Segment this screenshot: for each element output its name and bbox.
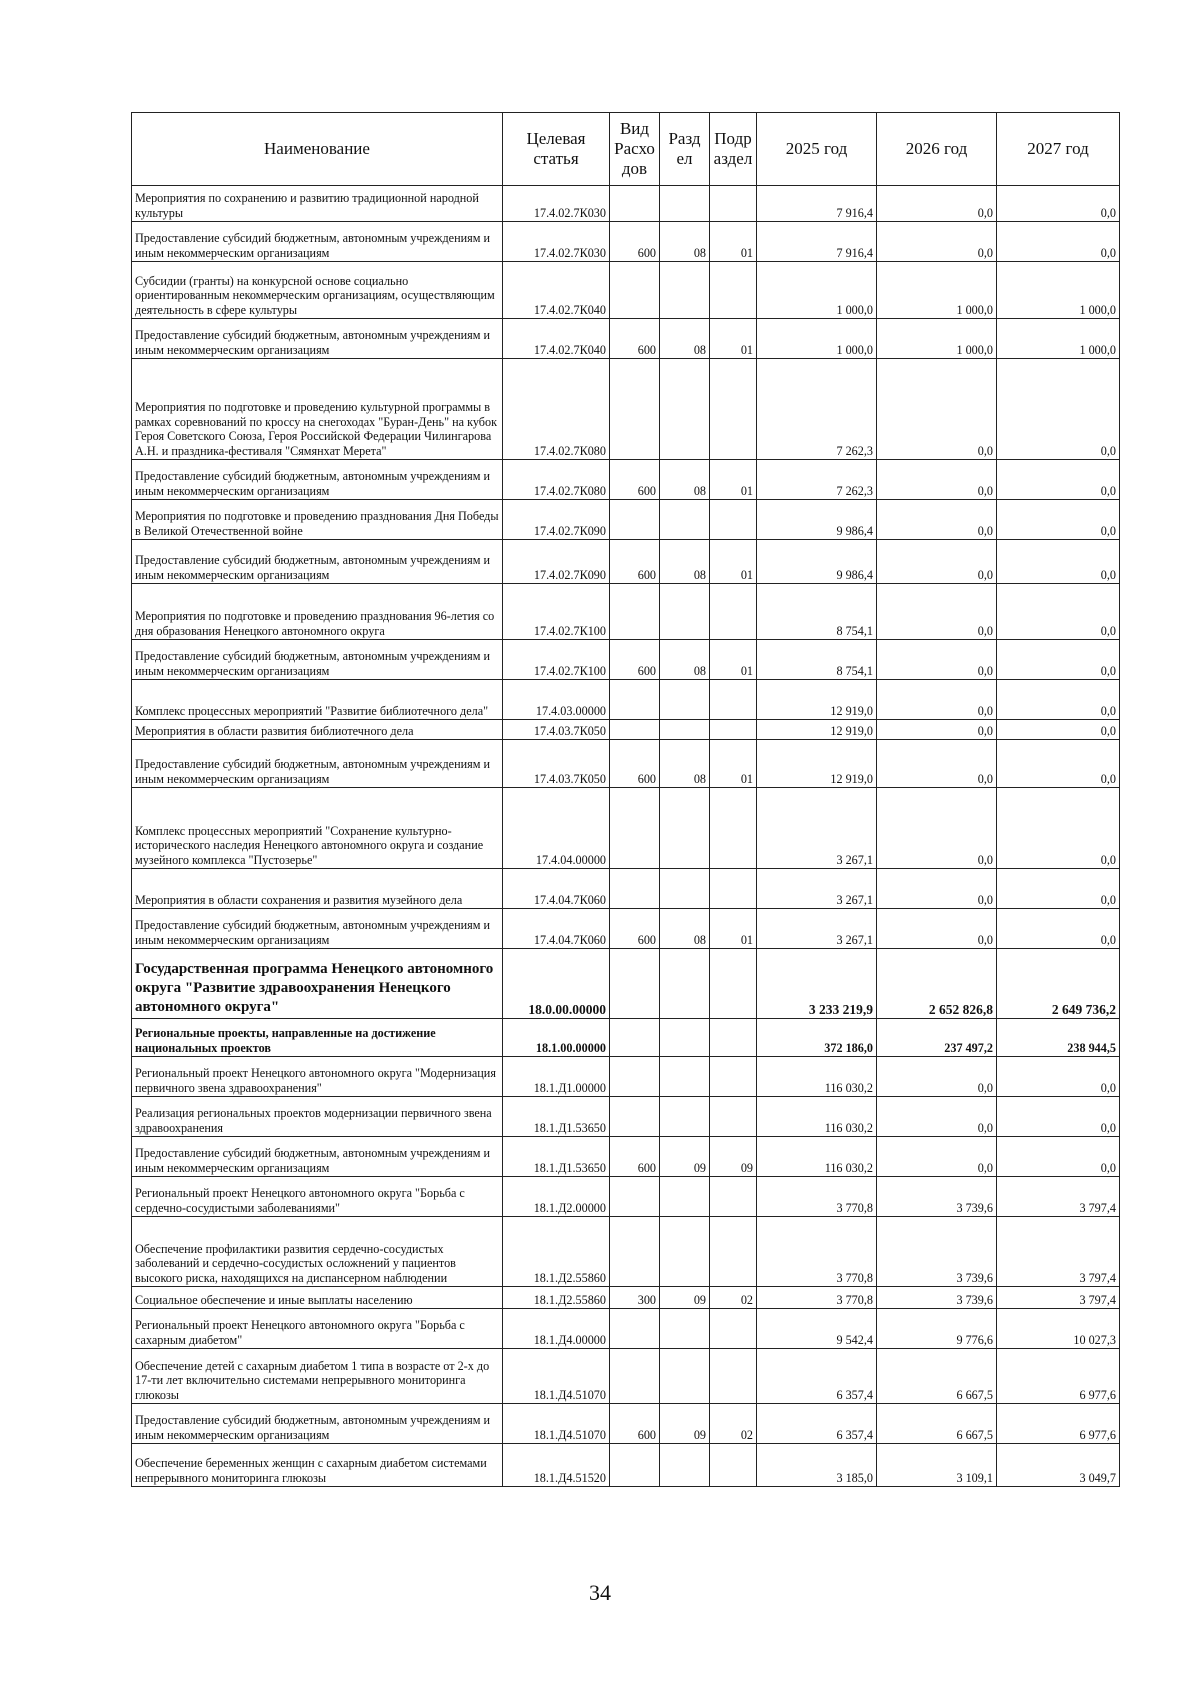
cell-type [610,1057,660,1097]
table-row [132,1019,1120,1057]
header-subsection: Подр аздел [710,113,757,186]
cell-2026: 0,0 [877,1057,997,1097]
cell-2026: 0,0 [877,720,997,740]
cell-target: 17.4.02.7К030 [503,222,610,262]
cell-2025: 6 357,4 [757,1404,877,1444]
cell-2027: 3 797,4 [997,1177,1120,1217]
cell-subsection: 01 [710,222,757,262]
cell-name: Мероприятия по подготовке и проведению празднования 96-летия со дня образования Ненецкого автономного округа [132,584,503,640]
cell-subsection: 01 [710,640,757,680]
cell-2027: 0,0 [997,1137,1120,1177]
table-row [132,720,1120,740]
cell-2026: 0,0 [877,640,997,680]
cell-subsection [710,680,757,720]
table-row [132,1217,1120,1287]
header-2026: 2026 год [877,113,997,186]
cell-2026: 6 667,5 [877,1404,997,1444]
cell-2027: 0,0 [997,1057,1120,1097]
cell-2027: 0,0 [997,909,1120,949]
table-row [132,1444,1120,1487]
cell-subsection: 02 [710,1287,757,1309]
cell-section [660,788,710,869]
cell-2027: 6 977,6 [997,1349,1120,1404]
cell-type [610,186,660,222]
table-row [132,640,1120,680]
table-row [132,500,1120,540]
table-row [132,1177,1120,1217]
cell-2025: 12 919,0 [757,720,877,740]
table-row [132,1057,1120,1097]
cell-2027: 0,0 [997,740,1120,788]
cell-2026: 3 739,6 [877,1217,997,1287]
cell-name: Предоставление субсидий бюджетным, автономным учреждениям и иным некоммерческим организациям [132,909,503,949]
cell-subsection [710,500,757,540]
cell-2026: 0,0 [877,500,997,540]
table-row [132,1349,1120,1404]
cell-target: 17.4.02.7К100 [503,640,610,680]
cell-subsection: 01 [710,540,757,584]
cell-type [610,359,660,460]
cell-2026: 0,0 [877,186,997,222]
cell-name: Комплекс процессных мероприятий "Сохранение культурно-исторического наследия Ненецкого автономного округа и создание музейного комплекса "Пустозерье" [132,788,503,869]
cell-target: 17.4.02.7К040 [503,319,610,359]
cell-2027: 2 649 736,2 [997,949,1120,1019]
cell-type [610,1309,660,1349]
cell-name: Региональные проекты, направленные на достижение национальных проектов [132,1019,503,1057]
cell-name: Мероприятия по сохранению и развитию традиционной народной культуры [132,186,503,222]
cell-type: 600 [610,460,660,500]
cell-type [610,869,660,909]
cell-section [660,1217,710,1287]
cell-2025: 7 262,3 [757,359,877,460]
cell-type [610,1019,660,1057]
cell-name: Мероприятия в области сохранения и развития музейного дела [132,869,503,909]
cell-type [610,584,660,640]
cell-section [660,1057,710,1097]
cell-2025: 116 030,2 [757,1057,877,1097]
cell-target: 17.4.02.7К080 [503,359,610,460]
cell-type [610,500,660,540]
table-row [132,788,1120,869]
table-row [132,1097,1120,1137]
cell-2025: 9 542,4 [757,1309,877,1349]
cell-2027: 0,0 [997,1097,1120,1137]
cell-target: 18.1.00.00000 [503,1019,610,1057]
cell-name: Мероприятия по подготовке и проведению культурной программы в рамках соревнований по кроссу на снегоходах "Буран-День" на кубок Героя Советского Союза, Героя Российской Федерации Чилингарова А.Н. и праздника-фестиваля "Сямянхат Мерета" [132,359,503,460]
header-section: Разд ел [660,113,710,186]
cell-name: Реализация региональных проектов модернизации первичного звена здравоохранения [132,1097,503,1137]
table-row [132,1287,1120,1309]
cell-target: 17.4.02.7К100 [503,584,610,640]
header-target: Целевая статья [503,113,610,186]
cell-target: 17.4.02.7К040 [503,262,610,319]
header-type: Вид Расхо дов [610,113,660,186]
cell-type [610,680,660,720]
cell-subsection [710,1177,757,1217]
cell-2025: 12 919,0 [757,740,877,788]
cell-type [610,1097,660,1137]
cell-2025: 8 754,1 [757,640,877,680]
cell-2025: 3 770,8 [757,1287,877,1309]
cell-type: 600 [610,319,660,359]
cell-name: Обеспечение беременных женщин с сахарным диабетом системами непрерывного мониторинга глюкозы [132,1444,503,1487]
cell-2025: 1 000,0 [757,319,877,359]
cell-section [660,500,710,540]
cell-2027: 0,0 [997,500,1120,540]
cell-2026: 1 000,0 [877,262,997,319]
cell-2025: 1 000,0 [757,262,877,319]
cell-2026: 0,0 [877,359,997,460]
table-body [132,186,1120,1487]
cell-subsection [710,359,757,460]
cell-name: Предоставление субсидий бюджетным, автономным учреждениям и иным некоммерческим организациям [132,1137,503,1177]
cell-2026: 0,0 [877,460,997,500]
cell-2027: 3 049,7 [997,1444,1120,1487]
header-2027: 2027 год [997,113,1120,186]
cell-name: Предоставление субсидий бюджетным, автономным учреждениям и иным некоммерческим организациям [132,222,503,262]
cell-target: 18.1.Д1.53650 [503,1137,610,1177]
cell-section [660,1097,710,1137]
cell-2026: 3 109,1 [877,1444,997,1487]
cell-target: 18.1.Д2.55860 [503,1287,610,1309]
cell-name: Мероприятия по подготовке и проведению празднования Дня Победы в Великой Отечественной войне [132,500,503,540]
cell-target: 17.4.02.7К090 [503,540,610,584]
cell-2026: 0,0 [877,740,997,788]
cell-type: 600 [610,640,660,680]
cell-2025: 372 186,0 [757,1019,877,1057]
cell-name: Субсидии (гранты) на конкурсной основе социально ориентированным некоммерческим организациям, осуществляющим деятельность в сфере культуры [132,262,503,319]
cell-2027: 3 797,4 [997,1217,1120,1287]
cell-subsection [710,186,757,222]
cell-2025: 9 986,4 [757,540,877,584]
cell-target: 17.4.02.7К080 [503,460,610,500]
cell-2025: 3 233 219,9 [757,949,877,1019]
cell-target: 18.1.Д1.00000 [503,1057,610,1097]
cell-subsection: 01 [710,740,757,788]
cell-target: 17.4.02.7К030 [503,186,610,222]
cell-section [660,1309,710,1349]
cell-2027: 10 027,3 [997,1309,1120,1349]
cell-subsection [710,1309,757,1349]
cell-2025: 3 185,0 [757,1444,877,1487]
table-row [132,909,1120,949]
cell-subsection [710,720,757,740]
cell-target: 18.1.Д4.51070 [503,1404,610,1444]
cell-2026: 0,0 [877,680,997,720]
page-number: 34 [589,1580,611,1605]
cell-subsection [710,1349,757,1404]
cell-section [660,949,710,1019]
cell-type [610,262,660,319]
cell-2027: 0,0 [997,680,1120,720]
cell-subsection [710,1444,757,1487]
cell-2026: 3 739,6 [877,1177,997,1217]
cell-name: Обеспечение профилактики развития сердечно-сосудистых заболеваний и сердечно-сосудистых осложнений у пациентов высокого риска, находящихся на диспансерном наблюдении [132,1217,503,1287]
cell-2026: 1 000,0 [877,319,997,359]
cell-subsection [710,1217,757,1287]
cell-type: 600 [610,1404,660,1444]
cell-target: 18.1.Д4.00000 [503,1309,610,1349]
table-row [132,740,1120,788]
cell-name: Предоставление субсидий бюджетным, автономным учреждениям и иным некоммерческим организациям [132,1404,503,1444]
cell-name: Региональный проект Ненецкого автономного округа "Модернизация первичного звена здравоохранения" [132,1057,503,1097]
cell-2026: 0,0 [877,584,997,640]
cell-name: Предоставление субсидий бюджетным, автономным учреждениям и иным некоммерческим организациям [132,540,503,584]
cell-type: 600 [610,222,660,262]
cell-2026: 0,0 [877,788,997,869]
cell-name: Государственная программа Ненецкого автономного округа "Развитие здравоохранения Ненецкого автономного округа" [132,949,503,1019]
cell-type: 600 [610,540,660,584]
cell-2025: 7 262,3 [757,460,877,500]
cell-type [610,1217,660,1287]
cell-2025: 3 770,8 [757,1217,877,1287]
table-row [132,869,1120,909]
cell-2025: 116 030,2 [757,1097,877,1137]
cell-2026: 3 739,6 [877,1287,997,1309]
cell-type [610,949,660,1019]
cell-2025: 9 986,4 [757,500,877,540]
cell-subsection: 01 [710,460,757,500]
cell-subsection [710,949,757,1019]
cell-name: Региональный проект Ненецкого автономного округа "Борьба с сердечно-сосудистыми заболеваниями" [132,1177,503,1217]
table-row [132,262,1120,319]
table-row [132,540,1120,584]
cell-2025: 8 754,1 [757,584,877,640]
cell-name: Предоставление субсидий бюджетным, автономным учреждениям и иным некоммерческим организациям [132,460,503,500]
cell-type [610,720,660,740]
cell-subsection [710,584,757,640]
cell-2027: 6 977,6 [997,1404,1120,1444]
cell-2025: 116 030,2 [757,1137,877,1177]
cell-2027: 238 944,5 [997,1019,1120,1057]
cell-2027: 0,0 [997,584,1120,640]
cell-2025: 12 919,0 [757,680,877,720]
cell-name: Социальное обеспечение и иные выплаты населению [132,1287,503,1309]
cell-type: 600 [610,1137,660,1177]
cell-subsection: 09 [710,1137,757,1177]
cell-2027: 1 000,0 [997,319,1120,359]
cell-name: Комплекс процессных мероприятий "Развитие библиотечного дела" [132,680,503,720]
cell-target: 17.4.03.7К050 [503,720,610,740]
cell-2025: 3 267,1 [757,788,877,869]
cell-subsection: 01 [710,909,757,949]
table-row [132,949,1120,1019]
cell-type: 600 [610,909,660,949]
cell-2026: 0,0 [877,540,997,584]
cell-name: Региональный проект Ненецкого автономного округа "Борьба с сахарным диабетом" [132,1309,503,1349]
header-2025: 2025 год [757,113,877,186]
cell-subsection [710,1019,757,1057]
cell-section [660,720,710,740]
cell-2025: 7 916,4 [757,186,877,222]
cell-target: 17.4.04.00000 [503,788,610,869]
cell-target: 18.1.Д2.00000 [503,1177,610,1217]
cell-subsection: 02 [710,1404,757,1444]
cell-2025: 3 770,8 [757,1177,877,1217]
cell-section: 08 [660,909,710,949]
cell-section: 08 [660,319,710,359]
cell-section [660,1177,710,1217]
cell-section: 09 [660,1137,710,1177]
cell-2027: 0,0 [997,720,1120,740]
cell-target: 17.4.03.00000 [503,680,610,720]
cell-target: 18.1.Д4.51070 [503,1349,610,1404]
budget-table [131,112,1120,1487]
cell-type: 600 [610,740,660,788]
cell-2026: 6 667,5 [877,1349,997,1404]
table-row [132,1404,1120,1444]
cell-name: Предоставление субсидий бюджетным, автономным учреждениям и иным некоммерческим организациям [132,640,503,680]
cell-type [610,1177,660,1217]
header-name: Наименование [132,113,503,186]
cell-2025: 6 357,4 [757,1349,877,1404]
table-row [132,186,1120,222]
table-header-row [132,113,1120,186]
cell-2027: 0,0 [997,869,1120,909]
cell-section [660,584,710,640]
budget-table-page [131,112,1119,1487]
cell-name: Предоставление субсидий бюджетным, автономным учреждениям и иным некоммерческим организациям [132,740,503,788]
cell-section [660,186,710,222]
cell-2027: 0,0 [997,540,1120,584]
cell-2026: 0,0 [877,869,997,909]
cell-section: 08 [660,460,710,500]
cell-2027: 0,0 [997,359,1120,460]
cell-2027: 0,0 [997,788,1120,869]
cell-target: 18.0.00.00000 [503,949,610,1019]
cell-2025: 3 267,1 [757,869,877,909]
cell-target: 18.1.Д4.51520 [503,1444,610,1487]
table-row [132,460,1120,500]
cell-2027: 0,0 [997,640,1120,680]
cell-2026: 2 652 826,8 [877,949,997,1019]
cell-target: 17.4.04.7К060 [503,909,610,949]
cell-subsection [710,1097,757,1137]
cell-section [660,1444,710,1487]
table-row [132,1309,1120,1349]
cell-target: 18.1.Д1.53650 [503,1097,610,1137]
cell-target: 18.1.Д2.55860 [503,1217,610,1287]
cell-2026: 9 776,6 [877,1309,997,1349]
cell-subsection [710,1057,757,1097]
cell-target: 17.4.02.7К090 [503,500,610,540]
table-row [132,359,1120,460]
table-row [132,1137,1120,1177]
cell-type [610,1444,660,1487]
cell-target: 17.4.04.7К060 [503,869,610,909]
table-row [132,680,1120,720]
cell-section: 08 [660,640,710,680]
cell-section [660,1349,710,1404]
cell-section [660,359,710,460]
cell-target: 17.4.03.7К050 [503,740,610,788]
cell-subsection [710,788,757,869]
cell-2026: 237 497,2 [877,1019,997,1057]
cell-section [660,680,710,720]
table-row [132,584,1120,640]
cell-2026: 0,0 [877,909,997,949]
table-row [132,319,1120,359]
cell-section: 09 [660,1404,710,1444]
cell-subsection [710,869,757,909]
cell-section: 08 [660,740,710,788]
cell-type [610,788,660,869]
cell-2027: 3 797,4 [997,1287,1120,1309]
cell-section [660,869,710,909]
cell-2025: 3 267,1 [757,909,877,949]
table-row [132,222,1120,262]
cell-name: Мероприятия в области развития библиотечного дела [132,720,503,740]
cell-section [660,1019,710,1057]
cell-section: 08 [660,222,710,262]
cell-section: 09 [660,1287,710,1309]
cell-2026: 0,0 [877,1137,997,1177]
cell-subsection [710,262,757,319]
cell-2025: 7 916,4 [757,222,877,262]
cell-2027: 0,0 [997,460,1120,500]
cell-2027: 1 000,0 [997,262,1120,319]
cell-subsection: 01 [710,319,757,359]
cell-2027: 0,0 [997,222,1120,262]
cell-2027: 0,0 [997,186,1120,222]
cell-section [660,262,710,319]
cell-type [610,1349,660,1404]
cell-name: Обеспечение детей с сахарным диабетом 1 типа в возрасте от 2-х до 17-ти лет включительно системами непрерывного мониторинга глюкозы [132,1349,503,1404]
cell-2026: 0,0 [877,1097,997,1137]
cell-type: 300 [610,1287,660,1309]
cell-2026: 0,0 [877,222,997,262]
cell-section: 08 [660,540,710,584]
cell-name: Предоставление субсидий бюджетным, автономным учреждениям и иным некоммерческим организациям [132,319,503,359]
